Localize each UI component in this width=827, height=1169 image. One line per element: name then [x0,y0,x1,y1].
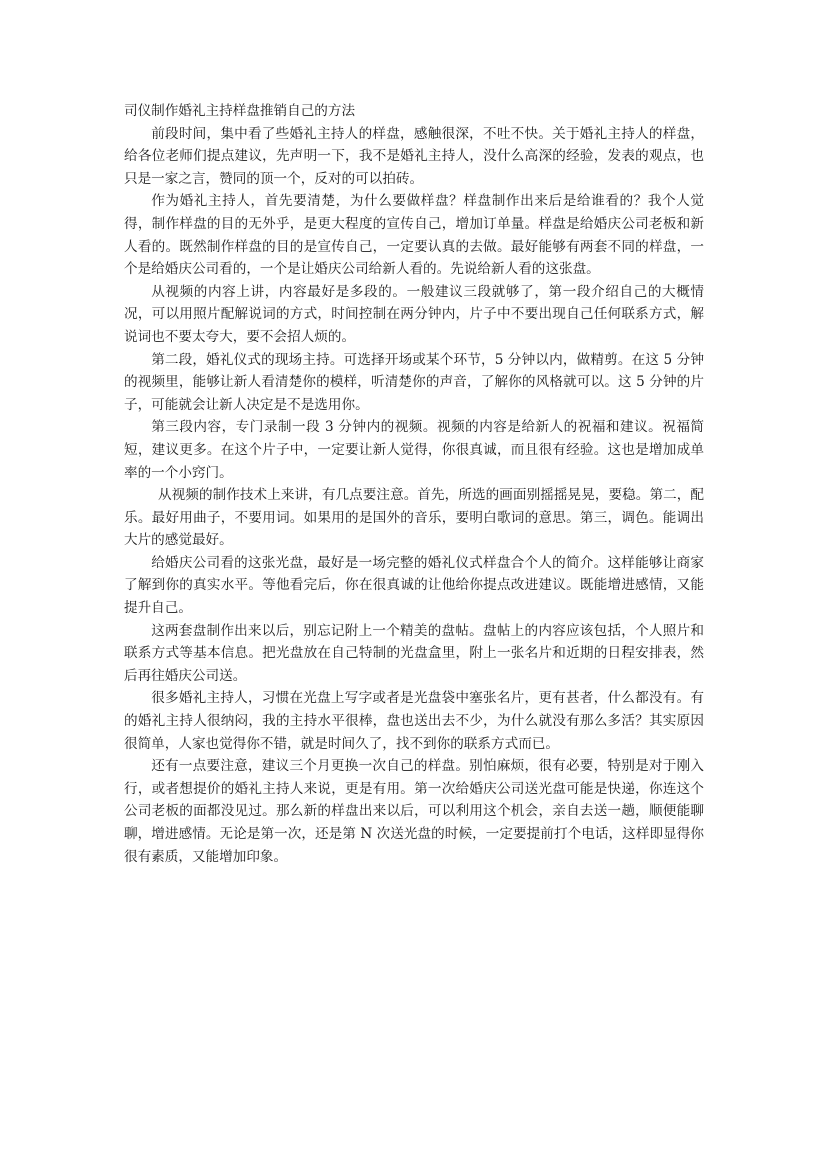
paragraph-8: 这两套盘制作出来以后，别忘记附上一个精美的盘帖。盘帖上的内容应该包括，个人照片和联系方式等基本信息。把光盘放在自己特制的光盘盒里，附上一张名片和近期的日程安排表，然后再往婚庆公司送。 [124,622,704,684]
paragraph-2: 作为婚礼主持人，首先要清楚，为什么要做样盘？样盘制作出来后是给谁看的？我个人觉得，制作样盘的目的无外乎，是更大程度的宣传自己，增加订单量。样盘是给婚庆公司老板和新人看的。既然制作样盘的目的是宣传自己，一定要认真的去做。最好能够有两套不同的样盘，一个是给婚庆公司看的，一个是让婚庆公司给新人看的。先说给新人看的这张盘。 [124,193,704,278]
paragraph-1: 前段时间，集中看了些婚礼主持人的样盘，感触很深，不吐不快。关于婚礼主持人的样盘，给各位老师们提点建议，先声明一下，我不是婚礼主持人，没什么高深的经验，发表的观点，也只是一家之言，赞同的顶一个，反对的可以拍砖。 [124,125,704,187]
paragraph-4: 第二段，婚礼仪式的现场主持。可选择开场或某个环节，5 分钟以内，做精剪。在这 5 分钟的视频里，能够让新人看清楚你的模样，听清楚你的声音，了解你的风格就可以。这 5 分钟的片子，可能就会让新人决定是不是选用你。 [124,351,704,413]
paragraph-9: 很多婚礼主持人，习惯在光盘上写字或者是光盘袋中塞张名片，更有甚者，什么都没有。有的婚礼主持人很纳闷，我的主持水平很棒，盘也送出去不少，为什么就没有那么多活？其实原因很简单，人家也觉得你不错，就是时间久了，找不到你的联系方式而已。 [124,690,704,752]
document-title: 司仪制作婚礼主持样盘推销自己的方法 [124,103,356,119]
paragraph-3: 从视频的内容上讲，内容最好是多段的。一般建议三段就够了，第一段介绍自己的大概情况，可以用照片配解说词的方式，时间控制在两分钟内，片子中不要出现自己任何联系方式，解说词也不要太夸大，要不会招人烦的。 [124,283,704,345]
paragraph-7: 给婚庆公司看的这张光盘，最好是一场完整的婚礼仪式样盘合个人的简介。这样能够让商家了解到你的真实水平。等他看完后，你在很真诚的让他给你提点改进建议。既能增进感情，又能提升自己。 [124,554,704,617]
paragraph-6: 从视频的制作技术上来讲，有几点要注意。首先，所选的画面别摇摇晃晃，要稳。第二，配乐。最好用曲子，不要用词。如果用的是国外的音乐，要明白歌词的意思。第三，调色。能调出大片的感觉最好。 [124,487,704,549]
paragraph-10: 还有一点要注意，建议三个月更换一次自己的样盘。别怕麻烦，很有必要，特别是对于刚入行，或者想提价的婚礼主持人来说，更是有用。第一次给婚庆公司送光盘可能是快递，你连这个公司老板的面都没见过。那么新的样盘出来以后，可以利用这个机会，亲自去送一趟，顺便能聊聊，增进感情。无论是第一次，还是第 N 次送光盘的时候，一定要提前打个电话，这样即显得你很有素质，又能增加印象。 [124,758,704,865]
paragraph-5: 第三段内容，专门录制一段 3 分钟内的视频。视频的内容是给新人的祝福和建议。祝福简短，建议更多。在这个片子中，一定要让新人觉得，你很真诚，而且很有经验。这也是增加成单率的一个小窍门。 [124,419,704,481]
document-page [124,100,704,868]
